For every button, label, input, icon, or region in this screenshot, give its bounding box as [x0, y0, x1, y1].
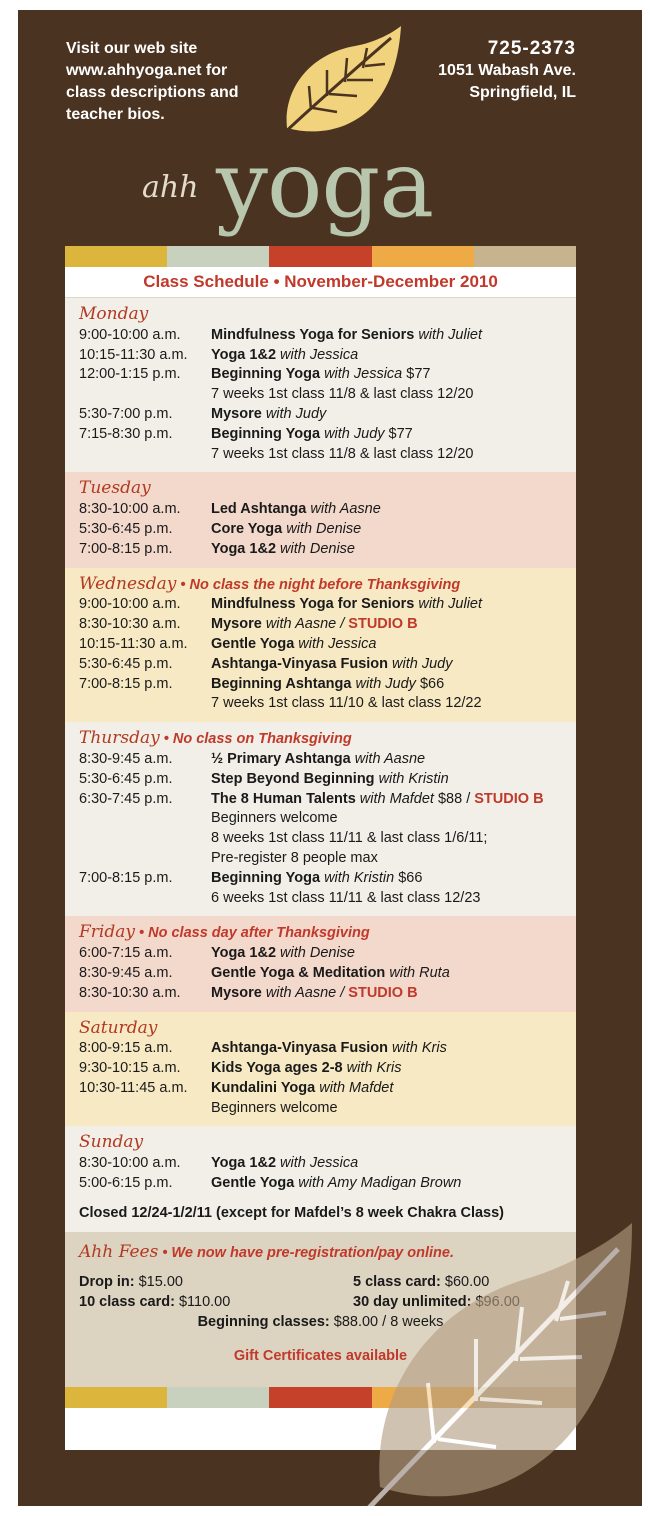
class-time: 6:00-7:15 a.m.	[79, 945, 173, 962]
class-row	[79, 595, 576, 615]
class-teacher: with Mafdet	[319, 1079, 394, 1096]
class-time: 10:15-11:30 a.m.	[79, 635, 188, 652]
class-teacher: with Kristin	[378, 770, 449, 787]
class-row	[79, 346, 576, 366]
day-heading: Tuesday	[79, 478, 151, 499]
class-details	[211, 964, 576, 984]
class-row	[79, 675, 576, 695]
class-time: 12:00-1:15 p.m.	[79, 366, 181, 383]
class-details	[211, 849, 576, 869]
class-time: 6:30-7:45 p.m.	[79, 790, 173, 807]
day-note: • No class on Thanksgiving	[163, 731, 352, 748]
class-row	[79, 615, 576, 635]
class-details	[211, 326, 576, 346]
closed-note: Closed 12/24-1/2/11 (except for Mafdel’s 8 week Chakra Class)	[79, 1204, 504, 1221]
stripe-segment	[167, 1387, 269, 1408]
class-details	[211, 869, 576, 889]
contact-info	[438, 38, 576, 104]
class-teacher: with Jessica	[298, 635, 377, 652]
class-details	[211, 615, 576, 635]
class-time: 10:30-11:45 a.m.	[79, 1079, 188, 1096]
class-row	[79, 1039, 576, 1059]
class-name: Yoga 1&2	[211, 346, 277, 363]
fee-value: $88.00 / 8 weeks	[333, 1314, 444, 1331]
class-name: Ashtanga-Vinyasa Fusion	[211, 1040, 388, 1057]
logo	[142, 131, 542, 246]
class-name: Gentle Yoga	[211, 635, 295, 652]
studio-b-label: STUDIO B	[474, 790, 544, 807]
class-extra: $77	[388, 425, 413, 442]
class-extra: Beginners welcome	[211, 810, 338, 827]
class-row	[79, 1079, 576, 1099]
class-name: Mindfulness Yoga for Seniors	[211, 326, 415, 343]
day-heading: Friday	[79, 922, 135, 943]
class-teacher: with Jessica	[280, 1155, 359, 1172]
class-details	[211, 635, 576, 655]
day-section-thursday	[65, 722, 576, 916]
fee-value: $110.00	[178, 1294, 231, 1311]
class-time	[79, 829, 211, 849]
class-row	[79, 385, 576, 405]
class-time: 5:30-6:45 p.m.	[79, 655, 173, 672]
class-teacher: with Kris	[346, 1060, 402, 1077]
fee-item	[79, 1293, 353, 1313]
leaf-icon	[273, 24, 413, 144]
day-section-monday	[65, 298, 576, 472]
day-heading: Monday	[79, 304, 149, 324]
class-extra: 8 weeks 1st class 11/11 & last class 1/6/11;	[211, 830, 488, 847]
class-details	[211, 984, 576, 1004]
class-details	[211, 750, 576, 770]
class-teacher: with Aasne	[310, 501, 381, 518]
class-teacher: with Judy	[392, 655, 453, 672]
class-teacher: with Juliet	[418, 596, 483, 613]
class-time: 7:00-8:15 p.m.	[79, 675, 173, 692]
class-row	[79, 694, 576, 714]
fees-note: • We now have pre-registration/pay online.	[162, 1244, 454, 1261]
class-details	[211, 540, 576, 560]
color-stripe-top	[65, 246, 576, 267]
class-name: Yoga 1&2	[211, 540, 277, 557]
fee-value: $60.00	[444, 1274, 490, 1291]
schedule-days	[65, 298, 576, 1232]
class-teacher: with Jessica	[324, 366, 403, 383]
class-time: 8:30-10:00 a.m.	[79, 501, 181, 518]
class-time: 10:15-11:30 a.m.	[79, 346, 188, 363]
class-time: 7:00-8:15 p.m.	[79, 540, 173, 557]
class-row	[79, 405, 576, 425]
class-row	[79, 889, 576, 909]
class-time: 5:30-6:45 p.m.	[79, 520, 173, 537]
fee-label: 5 class card:	[353, 1274, 441, 1291]
class-time: 9:30-10:15 a.m.	[79, 1060, 181, 1077]
fee-label: Drop in:	[79, 1274, 135, 1291]
class-details	[211, 694, 576, 714]
class-name: Kids Yoga ages 2-8	[211, 1060, 343, 1077]
class-time	[79, 889, 211, 909]
class-time: 7:00-8:15 p.m.	[79, 869, 173, 886]
class-row	[79, 984, 576, 1004]
class-teacher: with Judy	[355, 675, 416, 692]
day-note: • No class day after Thanksgiving	[139, 925, 370, 942]
class-extra: $77	[406, 366, 431, 383]
fee-label: Beginning classes:	[197, 1314, 330, 1331]
class-name: Kundalini Yoga	[211, 1079, 316, 1096]
phone-number: 725-2373	[487, 38, 576, 59]
class-time: 8:30-10:30 a.m.	[79, 616, 181, 633]
class-row	[79, 520, 576, 540]
class-extra: Beginners welcome	[211, 1099, 338, 1116]
class-name: Step Beyond Beginning	[211, 770, 375, 787]
class-time	[79, 445, 211, 465]
class-teacher: with Mafdet	[359, 790, 434, 807]
class-name: Core Yoga	[211, 520, 283, 537]
class-row	[79, 326, 576, 346]
class-teacher: with Denise	[286, 520, 362, 537]
website-note-line: class descriptions and	[66, 84, 239, 101]
class-time: 8:30-9:45 a.m.	[79, 964, 173, 981]
gift-certificates: Gift Certificates available	[233, 1347, 408, 1364]
schedule-title: Class Schedule • November-December 2010	[65, 267, 576, 298]
class-extra: $66	[419, 675, 445, 692]
class-row	[79, 770, 576, 790]
class-details	[211, 829, 576, 849]
class-details	[211, 790, 576, 810]
fee-label: 30 day unlimited:	[353, 1294, 472, 1311]
class-details	[211, 809, 576, 829]
class-row	[79, 365, 576, 385]
class-row	[79, 1099, 576, 1119]
class-details	[211, 1154, 576, 1174]
class-row	[79, 790, 576, 810]
class-details	[211, 675, 576, 695]
class-row	[79, 869, 576, 889]
class-row	[79, 809, 576, 829]
class-details	[211, 595, 576, 615]
class-name: Yoga 1&2	[211, 1155, 277, 1172]
class-name: Ashtanga-Vinyasa Fusion	[211, 655, 388, 672]
class-extra: 7 weeks 1st class 11/8 & last class 12/20	[211, 386, 474, 403]
class-row	[79, 655, 576, 675]
class-row	[79, 750, 576, 770]
class-row	[79, 425, 576, 445]
website-note	[66, 38, 286, 126]
address-line: 1051 Wabash Ave.	[438, 62, 576, 79]
class-teacher: with Aasne	[354, 750, 426, 767]
stripe-segment	[372, 246, 474, 267]
website-note-line: www.ahhyoga.net for	[66, 62, 228, 79]
class-teacher: with Judy	[265, 405, 327, 422]
class-time	[79, 1099, 211, 1119]
class-name: Mindfulness Yoga for Seniors	[211, 596, 415, 613]
class-time	[79, 694, 211, 714]
class-teacher: with Jessica	[280, 346, 359, 363]
fee-label: 10 class card:	[79, 1294, 175, 1311]
class-teacher: with Kris	[392, 1040, 447, 1057]
class-teacher: with Aasne /	[265, 984, 345, 1001]
class-time: 8:00-9:15 a.m.	[79, 1040, 173, 1057]
day-section-saturday	[65, 1012, 576, 1127]
class-teacher: with Denise	[280, 945, 355, 962]
class-teacher: with Denise	[280, 540, 355, 557]
class-time: 8:30-10:30 a.m.	[79, 984, 181, 1001]
class-time	[79, 385, 211, 405]
class-teacher: with Kristin	[324, 869, 395, 886]
class-teacher: with Amy Madigan Brown	[298, 1175, 462, 1192]
day-heading: Thursday	[79, 728, 160, 749]
class-time	[79, 809, 211, 829]
class-teacher: with Juliet	[418, 326, 483, 343]
class-extra: Pre-register 8 people max	[211, 849, 378, 866]
class-row	[79, 500, 576, 520]
class-details	[211, 385, 576, 405]
class-details	[211, 655, 576, 675]
class-name: Beginning Yoga	[211, 366, 321, 383]
class-row	[79, 829, 576, 849]
day-note: • No class the night before Thanksgiving	[180, 576, 461, 593]
leaf-watermark-icon	[356, 1215, 642, 1506]
stripe-segment	[474, 246, 576, 267]
studio-b-label: STUDIO B	[348, 616, 418, 633]
class-extra: 7 weeks 1st class 11/8 & last class 12/20	[211, 445, 474, 462]
class-details	[211, 425, 576, 445]
address-line: Springfield, IL	[469, 84, 576, 101]
day-section-wednesday	[65, 568, 576, 723]
class-time: 9:00-10:00 a.m.	[79, 596, 181, 613]
day-heading: Wednesday	[79, 573, 177, 594]
class-time: 5:30-6:45 p.m.	[79, 770, 173, 787]
class-details	[211, 944, 576, 964]
class-name: Beginning Ashtanga	[211, 675, 352, 692]
logo-word: yoga	[216, 131, 434, 238]
class-row	[79, 964, 576, 984]
stripe-segment	[269, 246, 371, 267]
class-time: 8:30-9:45 a.m.	[79, 750, 173, 767]
class-details	[211, 365, 576, 385]
class-row	[79, 445, 576, 465]
class-row	[79, 1174, 576, 1194]
class-row	[79, 944, 576, 964]
class-name: Mysore	[211, 984, 262, 1001]
class-teacher: with Ruta	[389, 964, 450, 981]
class-time: 8:30-10:00 a.m.	[79, 1155, 181, 1172]
stripe-segment	[65, 1387, 167, 1408]
class-row	[79, 540, 576, 560]
class-extra: $66	[398, 869, 423, 886]
class-name: Mysore	[211, 405, 262, 422]
class-row	[79, 1059, 576, 1079]
studio-b-label: STUDIO B	[348, 984, 418, 1001]
class-name: Beginning Yoga	[211, 869, 321, 886]
class-details	[211, 520, 576, 540]
class-details	[211, 445, 576, 465]
class-teacher: with Judy	[324, 425, 385, 442]
class-name: Yoga 1&2	[211, 945, 277, 962]
website-note-line: Visit our web site	[66, 40, 198, 57]
class-extra: 7 weeks 1st class 11/10 & last class 12/22	[211, 695, 482, 712]
class-name: The 8 Human Talents	[211, 790, 356, 807]
class-row	[79, 635, 576, 655]
fee-value: $15.00	[138, 1274, 183, 1291]
class-row	[79, 1154, 576, 1174]
class-name: Mysore	[211, 616, 262, 633]
class-details	[211, 889, 576, 909]
class-details	[211, 770, 576, 790]
class-time: 5:00-6:15 p.m.	[79, 1175, 173, 1192]
class-name: Led Ashtanga	[211, 501, 307, 518]
class-time: 7:15-8:30 p.m.	[79, 425, 173, 442]
class-name: Gentle Yoga	[211, 1175, 295, 1192]
class-name: ½ Primary Ashtanga	[211, 750, 351, 767]
class-details	[211, 1079, 576, 1099]
fees-heading: Ahh Fees	[79, 1241, 159, 1262]
class-name: Gentle Yoga & Meditation	[211, 964, 386, 981]
day-section-friday	[65, 916, 576, 1011]
class-details	[211, 500, 576, 520]
class-extra: $88 /	[437, 790, 471, 807]
class-details	[211, 346, 576, 366]
class-details	[211, 1059, 576, 1079]
stripe-segment	[65, 246, 167, 267]
fee-item	[79, 1273, 353, 1293]
website-note-line: teacher bios.	[66, 106, 165, 123]
flyer	[18, 10, 642, 1506]
class-teacher: with Aasne /	[265, 616, 345, 633]
class-details	[211, 1039, 576, 1059]
class-time	[79, 849, 211, 869]
class-name: Beginning Yoga	[211, 425, 321, 442]
logo-prefix: ahh	[142, 170, 199, 205]
day-heading: Sunday	[79, 1132, 144, 1153]
class-details	[211, 405, 576, 425]
class-details	[211, 1174, 576, 1194]
class-details	[211, 1099, 576, 1119]
day-heading: Saturday	[79, 1017, 158, 1038]
class-time: 5:30-7:00 p.m.	[79, 405, 173, 422]
day-section-tuesday	[65, 472, 576, 567]
class-extra: 6 weeks 1st class 11/11 & last class 12/23	[211, 889, 481, 906]
stripe-segment	[167, 246, 269, 267]
class-row	[79, 849, 576, 869]
class-time: 9:00-10:00 a.m.	[79, 326, 181, 343]
